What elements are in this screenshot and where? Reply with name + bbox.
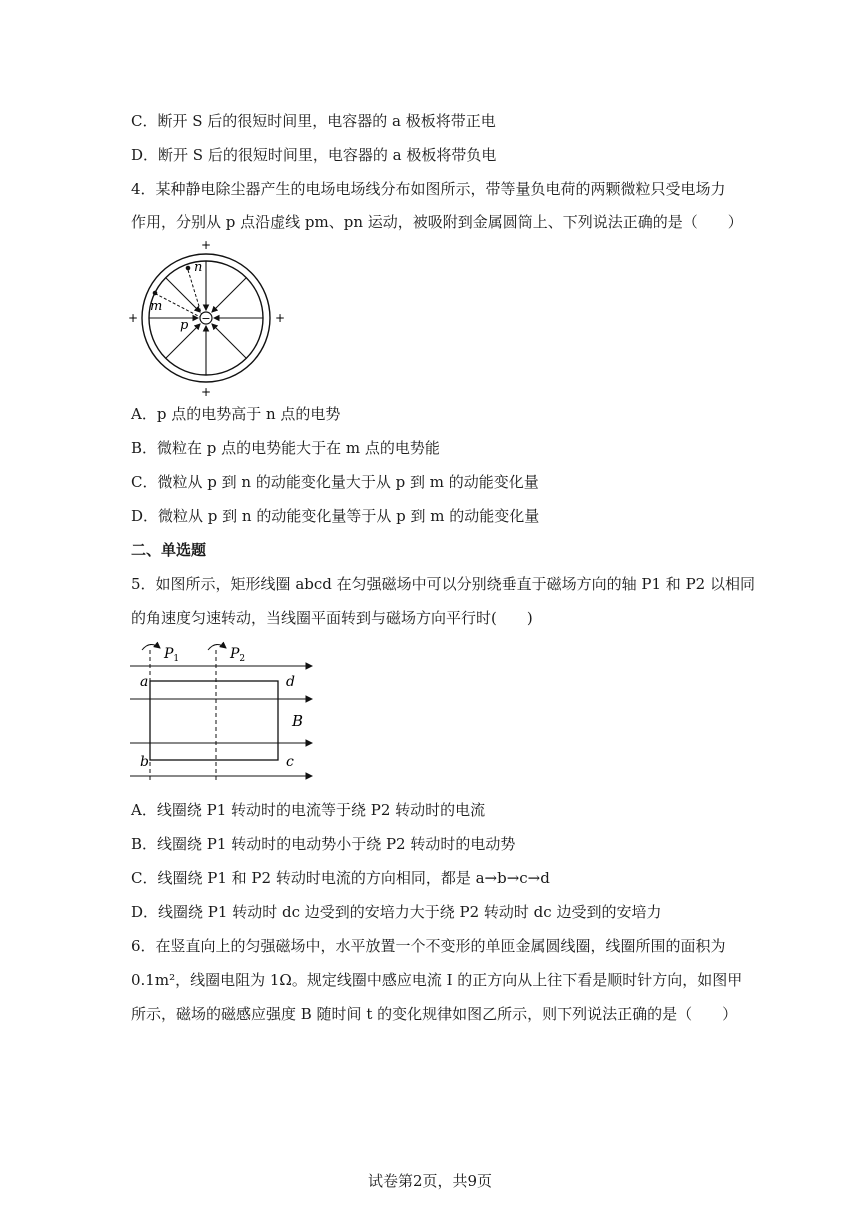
q5-option-c: C．线圈绕 P1 和 P2 转动时电流的方向相同，都是 a→b→c→d [131,869,550,887]
q5-option-a: A．线圈绕 P1 转动时的电流等于绕 P2 转动时的电流 [131,801,486,819]
page-footer: 试卷第2页，共9页 [367,1172,493,1190]
label-d: d [286,674,295,690]
label-b: b [140,754,149,770]
label-n: n [194,260,203,275]
label-p1: $P_1$ [164,646,180,664]
q3-option-d: D．断开 S 后的很短时间里，电容器的 a 极板将带负电 [131,146,497,164]
q5-option-b: B．线圈绕 P1 转动时的电动势小于绕 P2 转动时的电动势 [131,835,516,853]
label-m: m [150,299,163,314]
plus-bottom: + [200,385,212,399]
q6-stem-line3: 所示，磁场的磁感应强度 B 随时间 t 的变化规律如图乙所示，则下列说法正确的是（ ） [131,1005,738,1023]
label-p: p [180,318,189,333]
label-a: a [140,674,149,690]
plus-top: + [200,238,212,252]
q3-option-c: C．断开 S 后的很短时间里，电容器的 a 极板将带正电 [131,112,496,130]
q4-stem-line1: 4．某种静电除尘器产生的电场电场线分布如图所示，带等量负电荷的两颗微粒只受电场力 [131,180,726,198]
q4-option-d: D．微粒从 p 到 n 的动能变化量等于从 p 到 m 的动能变化量 [131,507,540,525]
q4-option-a: A．p 点的电势高于 n 点的电势 [131,405,341,423]
q6-stem-line2: 0.1m²，线圈电阻为 1Ω。规定线圈中感应电流 I 的正方向从上往下看是顺时针方向，如图甲 [131,971,743,989]
q6-stem-line1: 6．在竖直向上的匀强磁场中，水平放置一个不变形的单匝金属圆线圈，线圈所围的面积为 [131,937,726,955]
electrostatic-precipitator-figure [128,236,292,400]
center-charge-label: − [201,312,211,325]
label-c: c [286,754,294,770]
label-p2: $P_2$ [230,646,246,664]
plus-right: + [274,311,286,325]
q4-stem-line2: 作用，分别从 p 点沿虚线 pm、pn 运动，被吸附到金属圆筒上、下列说法正确的是（ ） [131,213,743,231]
section-heading: 二、单选题 [131,541,207,559]
q5-option-d: D．线圈绕 P1 转动时 dc 边受到的安培力大于绕 P2 转动时 dc 边受到的安培力 [131,903,662,921]
q5-stem-line2: 的角速度匀速转动，当线圈平面转到与磁场方向平行时( ) [131,609,533,627]
plus-left: + [128,311,139,325]
q4-option-c: C．微粒从 p 到 n 的动能变化量大于从 p 到 m 的动能变化量 [131,473,539,491]
label-b-field: B [292,712,304,730]
q4-option-b: B．微粒在 p 点的电势能大于在 m 点的电势能 [131,439,440,457]
rotating-coil-figure [128,638,320,786]
q5-stem-line1: 5．如图所示，矩形线圈 abcd 在匀强磁场中可以分别绕垂直于磁场方向的轴 P1 和 P2 以相同 [131,575,755,593]
